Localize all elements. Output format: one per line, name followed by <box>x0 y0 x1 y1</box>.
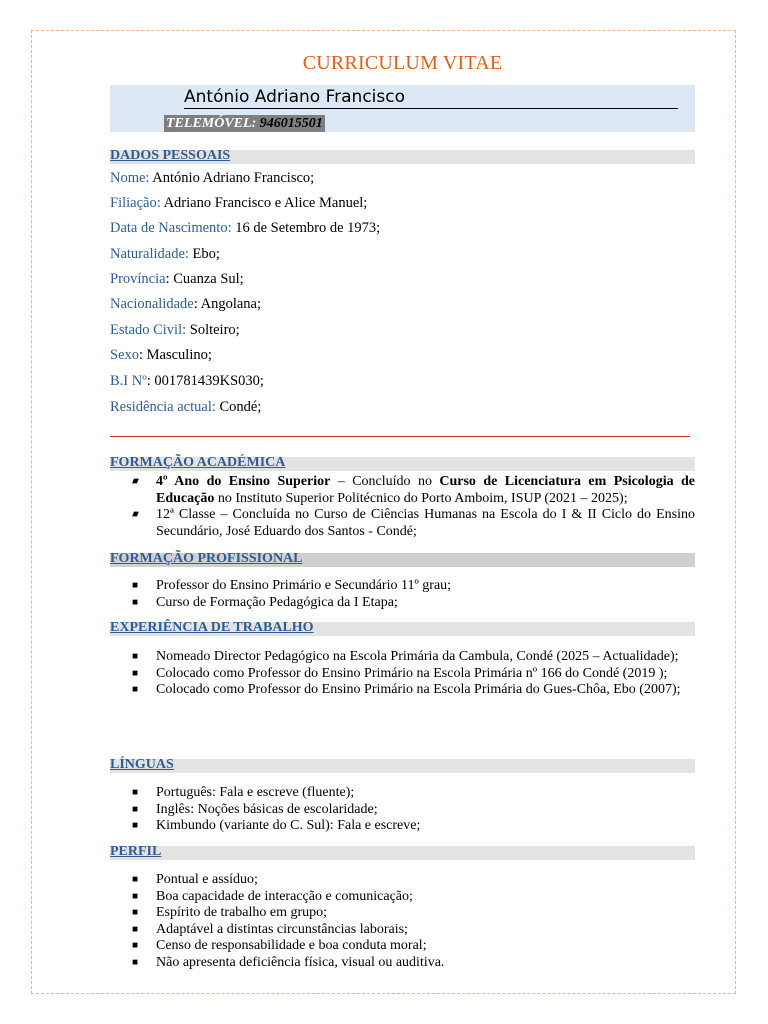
square-bullet-icon: ■ <box>132 820 139 831</box>
section-experiencia <box>110 622 695 636</box>
section-dados-pessoais <box>110 150 695 164</box>
field-label: Data de Nascimento: <box>110 220 232 236</box>
list-item: ■ 4º Ano do Ensino Superior – Concluído no Curso de Licenciatura em Psicologia de Educação no Instituto Superior Politécnico do Porto Amboim, ISUP (2021 – 2025); <box>130 474 695 506</box>
section-heading: LÍNGUAS <box>110 757 174 772</box>
phone-label: TELEMÓVEL: <box>166 116 257 131</box>
list-item: ■ Nomeado Director Pedagógico na Escola Primária da Cambula, Condé (2025 – Actualidade); <box>132 649 679 664</box>
section-linguas <box>110 759 695 773</box>
square-bullet-icon: ■ <box>132 684 139 695</box>
candidate-name: António Adriano Francisco <box>184 86 678 109</box>
field-nacionalidade <box>110 295 261 313</box>
field-value: Solteiro; <box>186 322 240 338</box>
field-residencia <box>110 398 261 416</box>
square-bullet-icon: ■ <box>132 803 139 815</box>
field-label: Nacionalidade <box>110 296 194 312</box>
field-label: Nome: <box>110 170 150 186</box>
field-label: Estado Civil: <box>110 322 187 338</box>
formacao-profissional-list <box>110 578 695 611</box>
square-bullet-icon: ■ <box>132 874 139 885</box>
perfil-list <box>110 872 695 971</box>
field-provincia <box>110 270 244 288</box>
list-item: ■ Kimbundo (variante do C. Sul): Fala e escreve; <box>132 818 421 833</box>
square-bullet-icon: ■ <box>132 596 139 608</box>
field-bi <box>110 372 264 390</box>
field-value: Condé; <box>215 399 262 415</box>
section-heading: FORMAÇÃO ACADÉMICA <box>110 455 286 470</box>
field-filiacao <box>110 194 367 212</box>
field-data-nascimento <box>110 219 380 237</box>
square-bullet-icon: ■ <box>132 787 139 798</box>
field-value: : Cuanza Sul; <box>165 271 244 287</box>
linguas-list <box>110 785 695 835</box>
section-formacao-academica <box>110 457 695 471</box>
square-bullet-icon: ■ <box>132 907 139 918</box>
list-item: ■ Não apresenta deficiência física, visual ou auditiva. <box>132 954 445 970</box>
field-label: Residência actual: <box>110 399 216 415</box>
field-value: : 001781439KS030; <box>146 373 264 389</box>
square-bullet-icon: ■ <box>132 940 139 951</box>
list-item: ■ Boa capacidade de interacção e comunicação; <box>132 888 413 904</box>
field-label: Naturalidade: <box>110 246 189 262</box>
document-title: CURRICULUM VITAE <box>302 52 503 74</box>
phone-box <box>164 115 325 132</box>
phone-number: 946015501 <box>259 116 323 131</box>
arrow-bullet-icon: ■ <box>130 476 141 487</box>
square-bullet-icon: ■ <box>132 956 139 968</box>
square-bullet-icon: ■ <box>132 580 139 591</box>
list-item: ■ Português: Fala e escreve (fluente); <box>132 785 355 800</box>
list-item: ■ Censo de responsabilidade e boa conduta moral; <box>132 938 427 953</box>
formacao-academica-list <box>110 474 695 540</box>
square-bullet-icon: ■ <box>132 667 139 679</box>
field-value: : Angolana; <box>193 296 262 312</box>
experiencia-list <box>110 649 695 699</box>
field-label: Filiação: <box>110 195 161 211</box>
list-item: ■ Colocado como Professor do Ensino Primário na Escola Primária do Gues-Chôa, Ebo (2007); <box>132 682 681 697</box>
square-bullet-icon: ■ <box>132 890 139 902</box>
section-perfil <box>110 846 695 860</box>
field-value: 16 de Setembro de 1973; <box>231 220 381 236</box>
field-value: Ebo; <box>188 246 220 262</box>
section-heading: PERFIL <box>110 844 162 859</box>
field-label: Província <box>110 271 166 287</box>
field-nome <box>110 169 314 187</box>
list-item: ■ Professor do Ensino Primário e Secundário 11º grau; <box>132 578 452 593</box>
section-divider <box>110 436 690 437</box>
list-item: ■ Curso de Formação Pedagógica da I Etapa; <box>132 594 398 610</box>
field-value: António Adriano Francisco; <box>149 170 315 186</box>
list-item: ■ 12ª Classe – Concluída no Curso de Ciências Humanas na Escola do I & II Ciclo do Ensino Secundário, José Eduardo dos Santos - Condé; <box>130 507 695 539</box>
square-bullet-icon: ■ <box>132 923 139 935</box>
field-estado-civil <box>110 321 240 339</box>
section-heading: EXPERIÊNCIA DE TRABALHO <box>110 620 314 635</box>
section-heading: DADOS PESSOAIS <box>110 148 231 163</box>
list-item: ■ Pontual e assíduo; <box>132 872 258 887</box>
section-formacao-profissional <box>110 553 695 567</box>
list-item: ■ Espírito de trabalho em grupo; <box>132 905 328 920</box>
arrow-bullet-icon: ■ <box>130 509 141 520</box>
square-bullet-icon: ■ <box>132 651 139 662</box>
field-value: Adriano Francisco e Alice Manuel; <box>160 195 368 211</box>
field-label: B.I Nº <box>110 373 147 389</box>
header-band <box>110 85 695 132</box>
list-item: ■ Colocado como Professor do Ensino Primário na Escola Primária nº 166 do Condé (2019 ); <box>132 665 668 681</box>
list-item: ■ Adaptável a distintas circunstâncias laborais; <box>132 921 408 937</box>
field-value: : Masculino; <box>139 347 212 363</box>
list-item: ■ Inglês: Noções básicas de escolaridade; <box>132 801 378 817</box>
section-heading: FORMAÇÃO PROFISSIONAL <box>110 551 303 566</box>
field-sexo <box>110 346 212 364</box>
field-label: Sexo <box>110 347 139 363</box>
field-naturalidade <box>110 245 220 263</box>
